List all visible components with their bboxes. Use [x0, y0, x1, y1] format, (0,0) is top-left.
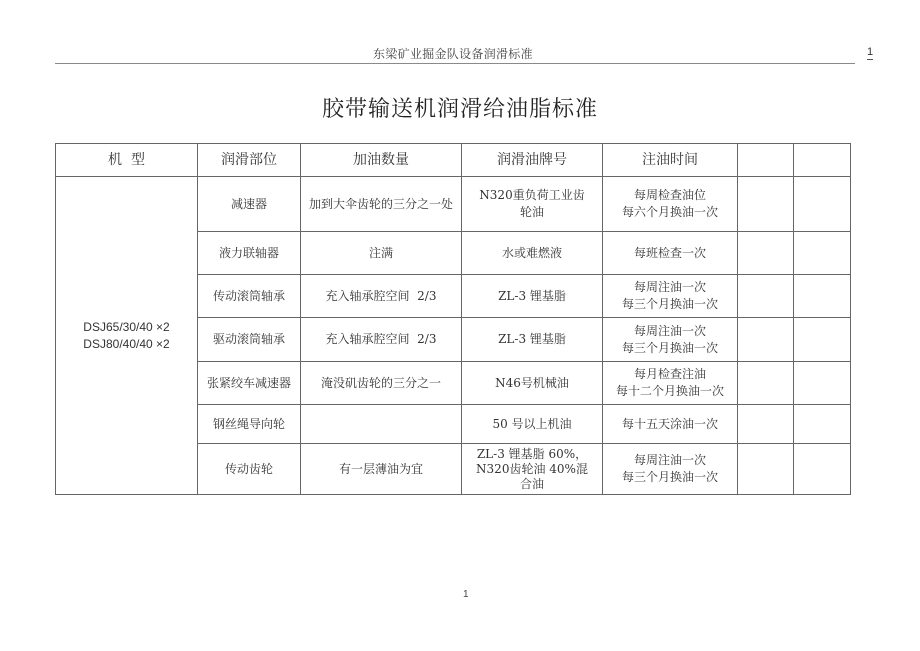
lube-point-cell: 钢丝绳导向轮 [198, 405, 301, 444]
lubrication-standard-table [55, 143, 851, 495]
oil-brand-cell [462, 362, 603, 405]
blank-cell [738, 318, 794, 362]
schedule-line: 每十五天涂油一次 [621, 416, 718, 431]
quantity-cell: 有一层薄油为宜 [301, 444, 462, 495]
quantity-cell: 注满 [301, 232, 462, 275]
oil-brand-line: N46号机械油 [495, 375, 569, 390]
oil-brand-line: N320齿轮油 40%混 [476, 461, 588, 476]
oil-brand-line: ZL-3 锂基脂 [498, 288, 566, 303]
column-header-quantity: 加油数量 [301, 144, 462, 177]
blank-cell [738, 232, 794, 275]
schedule-line: 每三个月换油一次 [621, 297, 718, 311]
blank-cell [794, 177, 851, 232]
lube-point-cell: 传动齿轮 [198, 444, 301, 495]
oil-brand-line: N320重负荷工业齿 [479, 188, 585, 202]
blank-cell [738, 177, 794, 232]
oil-brand-line: ZL-3 锂基脂 [498, 332, 566, 346]
blank-cell [738, 362, 794, 405]
table-header-row [56, 144, 851, 177]
schedule-cell [603, 444, 738, 495]
oil-brand-line: 合油 [519, 476, 544, 491]
schedule-line: 每周注油一次 [633, 280, 706, 294]
oil-brand-cell [462, 177, 603, 232]
blank-cell [738, 405, 794, 444]
schedule-line: 每周注油一次 [633, 323, 706, 338]
column-header-model: 机 型 [56, 144, 198, 177]
oil-brand-line: ZL-3 锂基脂 60%， [476, 446, 588, 461]
lube-point-cell: 驱动滚筒轴承 [198, 318, 301, 362]
oil-brand-cell [462, 405, 603, 444]
blank-cell [794, 444, 851, 495]
blank-cell [794, 232, 851, 275]
quantity-cell: 加到大伞齿轮的三分之一处 [301, 177, 462, 232]
schedule-cell [603, 177, 738, 232]
schedule-line: 每三个月换油一次 [621, 340, 718, 355]
blank-cell [738, 444, 794, 495]
column-header-blank-2 [794, 144, 851, 177]
quantity-cell: 充入轴承腔空间 2/3 [301, 318, 462, 362]
document-title: 胶带输送机润滑给油脂标准 [321, 97, 598, 122]
schedule-line: 每班检查一次 [633, 245, 706, 260]
oil-brand-line: 轮油 [519, 205, 544, 219]
schedule-line: 每六个月换油一次 [621, 205, 718, 219]
oil-brand-cell [462, 444, 603, 495]
oil-brand-line: 水或难燃液 [501, 245, 562, 260]
lube-point-cell: 传动滚筒轴承 [198, 275, 301, 318]
schedule-line: 每三个月换油一次 [621, 470, 718, 484]
lube-point-cell: 张紧绞车减速器 [198, 362, 301, 405]
header-page-number: 1 [867, 46, 874, 58]
footer-page-number: 1 [463, 589, 469, 600]
schedule-cell [603, 362, 738, 405]
column-header-oil-brand: 润滑油牌号 [462, 144, 603, 177]
schedule-cell [603, 275, 738, 318]
schedule-line: 每周注油一次 [633, 453, 706, 467]
column-header-schedule: 注油时间 [603, 144, 738, 177]
schedule-line: 每周检查油位 [633, 188, 706, 202]
model-cell [56, 177, 198, 495]
quantity-cell: 充入轴承腔空间 2/3 [301, 275, 462, 318]
quantity-cell [301, 405, 462, 444]
blank-cell [738, 275, 794, 318]
schedule-cell [603, 318, 738, 362]
oil-brand-cell [462, 232, 603, 275]
schedule-cell [603, 232, 738, 275]
oil-brand-line: 50 号以上机油 [492, 416, 572, 431]
running-title: 东梁矿业掘金队设备润滑标准 [373, 47, 533, 61]
quantity-cell: 淹没矶齿轮的三分之一 [301, 362, 462, 405]
blank-cell [794, 275, 851, 318]
schedule-line: 每十二个月换油一次 [615, 384, 724, 398]
oil-brand-cell [462, 275, 603, 318]
blank-cell [794, 405, 851, 444]
blank-cell [794, 318, 851, 362]
blank-cell [794, 362, 851, 405]
column-header-blank-1 [738, 144, 794, 177]
table-row [56, 177, 851, 232]
lube-point-cell: 液力联轴器 [198, 232, 301, 275]
oil-brand-cell [462, 318, 603, 362]
schedule-cell [603, 405, 738, 444]
model-line-1: DSJ65/30/40 ×2 [83, 319, 170, 334]
header-divider [55, 63, 855, 64]
column-header-lube-point: 润滑部位 [198, 144, 301, 177]
model-line-2: DSJ80/40/40 ×2 [83, 336, 170, 351]
schedule-line: 每月检查注油 [633, 367, 706, 381]
lube-point-cell: 减速器 [198, 177, 301, 232]
